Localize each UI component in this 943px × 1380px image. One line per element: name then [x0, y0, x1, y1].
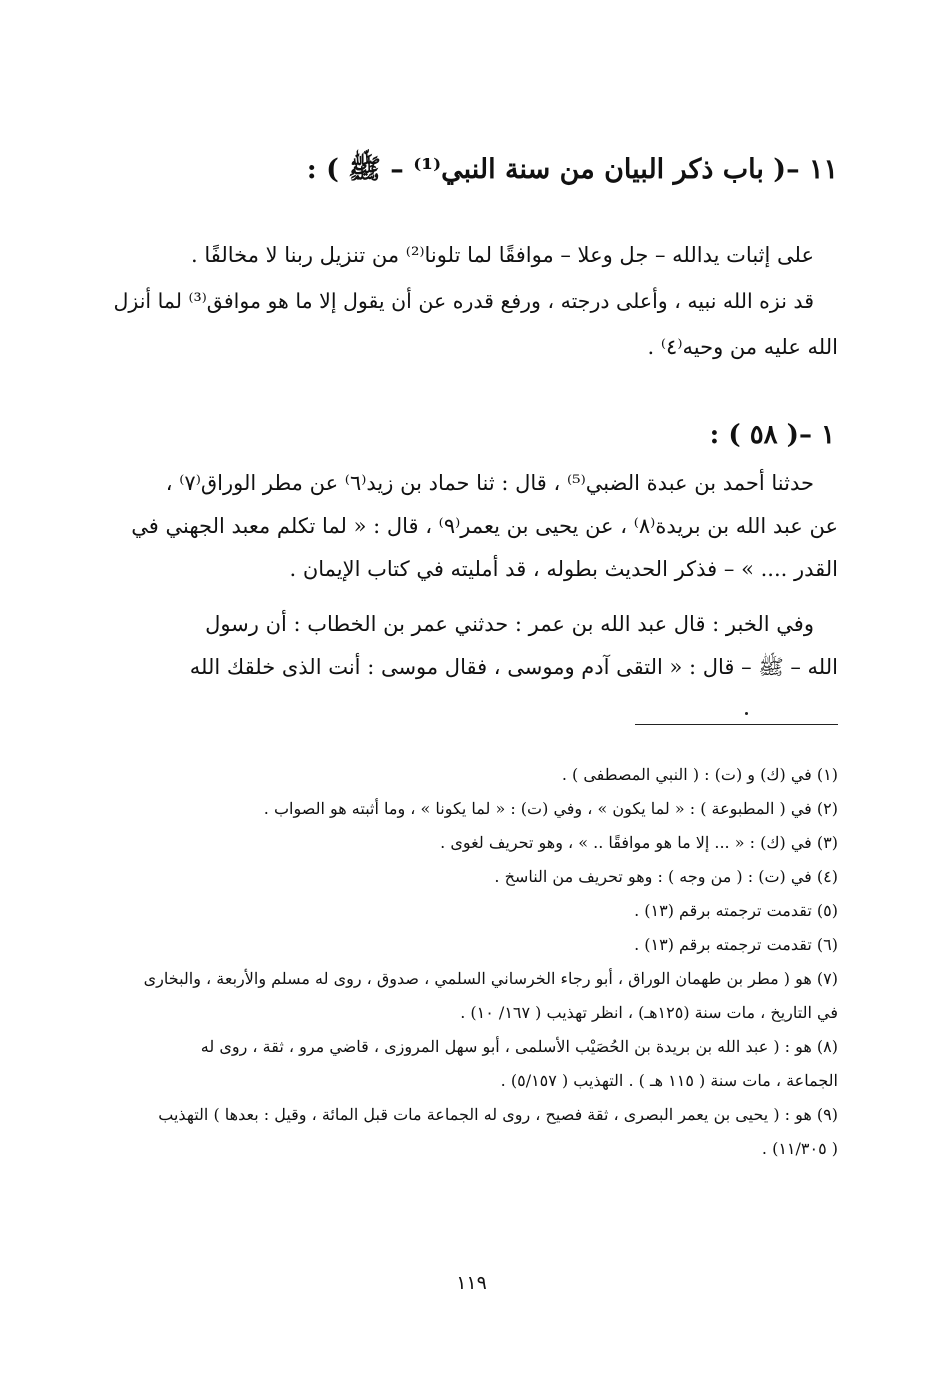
intro-line: الله عليه من وحيه⁽٤⁾ . [647, 335, 838, 359]
footnotes [98, 758, 838, 1166]
footnote-line: (٤) في (ت) : ( من وجه ) : وهو تحريف من الناسخ . [494, 867, 838, 886]
chapter-intro [98, 232, 838, 370]
footnote-line: (٦) تقدمت ترجمته برقم (١٣) . [634, 935, 838, 954]
footnote-line: ( ١١/٣٠٥) . [761, 1139, 838, 1158]
separator-dot [745, 712, 748, 715]
footnote-line: (١) في (ك) و (ت) : ( النبي المصطفى ) . [561, 765, 838, 784]
footnote-line: في التاريخ ، مات سنة (١٢٥هـ) ، انظر تهذيب ( ١٦٧/ ١٠) . [460, 1003, 838, 1022]
hadith-line: الله – ﷺ – قال : « التقى آدم وموسى ، فقال موسى : أنت الذى خلقك الله [189, 655, 838, 679]
hadith-line: وفي الخبر : قال عبد الله بن عمر : حدثني عمر بن الخطاب : أن رسول [205, 612, 814, 636]
hadith-text [98, 462, 838, 689]
footnote-separator [635, 724, 838, 725]
footnote-line: (٨) هو : ( عبد الله بن بريدة بن الحُصَيْب الأسلمى ، أبو سهل المروزى ، قاضي مرو ، ثقة ، روى له [200, 1037, 838, 1056]
footnote-line: الجماعة ، مات سنة ( ١١٥ هـ ) . التهذيب ( ٥/١٥٧) . [500, 1071, 838, 1090]
page-number: ١١٩ [456, 1272, 487, 1294]
hadith-line: عن عبد الله بن بريدة⁽٨⁾ ، عن يحيى بن يعمر⁽٩⁾ ، قال : « لما تكلم معبد الجهني في [131, 514, 838, 538]
footnote-line: (٢) في ( المطبوعة ) : « لما يكون » ، وفي (ت) : « لما يكونا » ، وما أثبته هو الصواب . [263, 799, 838, 818]
hadith-number: ١ –( ٥٨ ) : [709, 420, 835, 450]
intro-line: قد نزه الله نبيه ، وأعلى درجته ، ورفع قدره عن أن يقول إلا ما هو موافق⁽³⁾ لما أنزل [113, 289, 814, 313]
footnote-line: (٧) هو ( مطر بن طهمان الوراق ، أبو رجاء الخرساني السلمي ، صدوق ، روى له مسلم والأربعة ، والبخارى [143, 969, 838, 988]
footnote-line: (٣) في (ك) : « ... إلا ما هو موافقًا .. » ، وهو تحريف لغوى . [440, 833, 838, 852]
chapter-title: ١١ –( باب ذكر البيان من سنة النبي⁽¹⁾ – ﷺ ) : [306, 154, 838, 185]
footnote-line: (٥) تقدمت ترجمته برقم (١٣) . [634, 901, 838, 920]
footnote-line: (٩) هو : ( يحيى بن يعمر البصرى ، ثقة فصيح ، روى له الجماعة مات قبل المائة ، وقيل : بعدها ) التهذيب [158, 1105, 838, 1124]
hadith-line: القدر .... » – فذكر الحديث بطوله ، قد أمليته في كتاب الإيمان . [289, 557, 838, 581]
intro-line: على إثبات يدالله – جل وعلا – موافقًا لما تلونا⁽²⁾ من تنزيل ربنا لا مخالفًا . [190, 243, 814, 267]
paragraph-gap [98, 591, 838, 603]
hadith-line: حدثنا أحمد بن عبدة الضبي⁽⁵⁾ ، قال : ثنا حماد بن زيد⁽٦⁾ عن مطر الوراق⁽٧⁾ ، [165, 471, 814, 495]
